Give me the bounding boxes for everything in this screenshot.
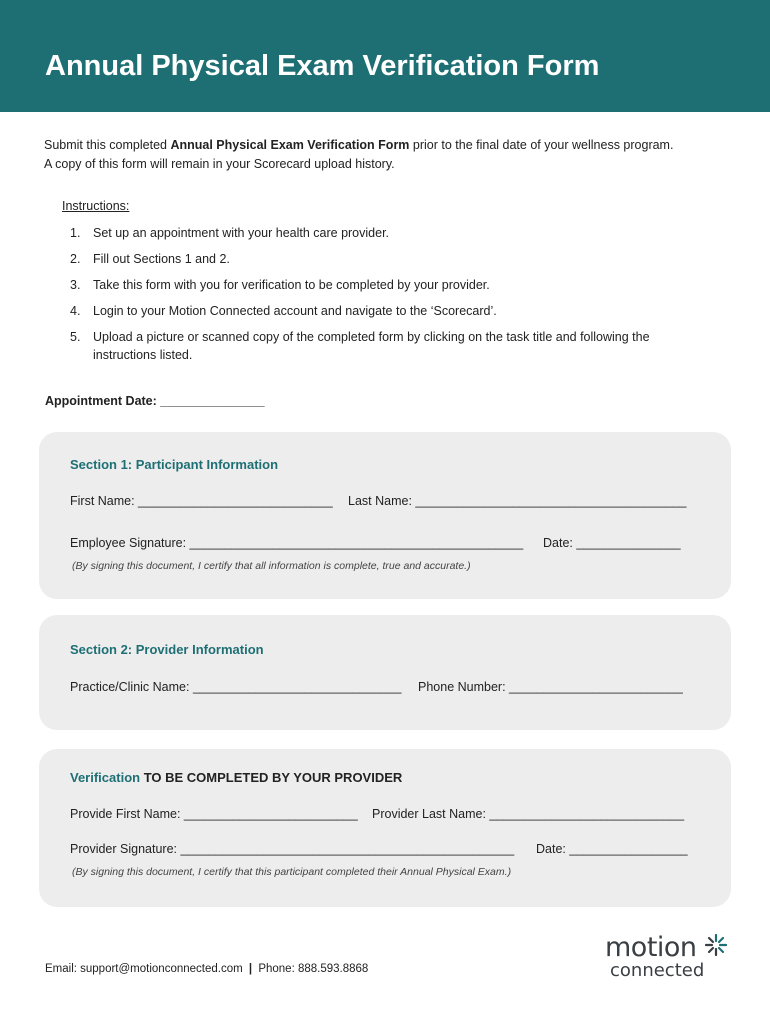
list-item: [70, 276, 710, 294]
certify-note: (By signing this document, I certify that this participant completed their Annual Physical Exam.): [72, 866, 512, 878]
intro-part1: Submit this completed: [44, 138, 171, 152]
step-text: Set up an appointment with your health care provider.: [93, 226, 390, 240]
provider-signature-field[interactable]: Provider Signature: ________________________________________________: [70, 842, 515, 856]
phone-text: Phone: 888.593.8868: [258, 963, 369, 975]
last-name-field[interactable]: Last Name: _______________________________________: [348, 494, 687, 508]
intro-part2: prior to the final date of your wellness program.: [409, 138, 674, 152]
list-item: [70, 224, 710, 242]
step-number: 5.: [70, 330, 81, 344]
section-title: Section 2: Provider Information: [70, 642, 264, 657]
step-text: Take this form with you for verification to be completed by your provider.: [93, 278, 490, 292]
section-title: [70, 770, 402, 785]
email-link[interactable]: Email: support@motionconnected.com: [45, 963, 243, 975]
phone-number-field[interactable]: Phone Number: _________________________: [418, 680, 683, 694]
logo-line1: motion: [605, 932, 697, 963]
list-item: [70, 302, 710, 320]
step-number: 4.: [70, 304, 81, 318]
intro-text: [44, 136, 734, 174]
step-text: Fill out Sections 1 and 2.: [93, 252, 230, 266]
step-text: Login to your Motion Connected account and navigate to the ‘Scorecard’.: [93, 304, 497, 318]
intro-line2: A copy of this form will remain in your Scorecard upload history.: [44, 157, 395, 171]
date-field[interactable]: Date: _________________: [536, 842, 688, 856]
section-verification: [39, 749, 731, 907]
section-title-verification: Verification: [70, 770, 141, 785]
list-item: [70, 328, 710, 364]
provider-last-name-field[interactable]: Provider Last Name: ____________________________: [372, 807, 685, 821]
step-number: 3.: [70, 278, 81, 292]
motion-connected-logo: [605, 932, 735, 982]
starburst-icon: [705, 934, 727, 956]
appointment-date-field[interactable]: Appointment Date: _______________: [45, 394, 265, 408]
footer-contact: [45, 963, 368, 975]
intro-form-name: Annual Physical Exam Verification Form: [170, 138, 410, 152]
list-item: [70, 250, 710, 268]
logo-line2: connected: [610, 960, 705, 981]
step-text: Upload a picture or scanned copy of the completed form by clicking on the task title and following the instructions listed.: [93, 330, 650, 362]
first-name-field[interactable]: First Name: ____________________________: [70, 494, 333, 508]
section-title: Section 1: Participant Information: [70, 457, 279, 472]
practice-name-field[interactable]: Practice/Clinic Name: ______________________________: [70, 680, 402, 694]
instructions-list: [70, 224, 710, 372]
date-field[interactable]: Date: _______________: [543, 536, 681, 550]
separator: |: [248, 963, 253, 975]
section-provider-info: [39, 615, 731, 730]
instructions-title: Instructions:: [62, 199, 130, 213]
provider-first-name-field[interactable]: Provide First Name: _________________________: [70, 807, 358, 821]
section-title-rest: TO BE COMPLETED BY YOUR PROVIDER: [140, 770, 403, 785]
page-title: Annual Physical Exam Verification Form: [45, 50, 600, 82]
employee-signature-field[interactable]: Employee Signature: ________________________________________________: [70, 536, 524, 550]
step-number: 1.: [70, 226, 81, 240]
page-header: [0, 0, 770, 112]
certify-note: (By signing this document, I certify that all information is complete, true and accurate.): [72, 560, 471, 572]
section-participant-info: [39, 432, 731, 599]
step-number: 2.: [70, 252, 81, 266]
